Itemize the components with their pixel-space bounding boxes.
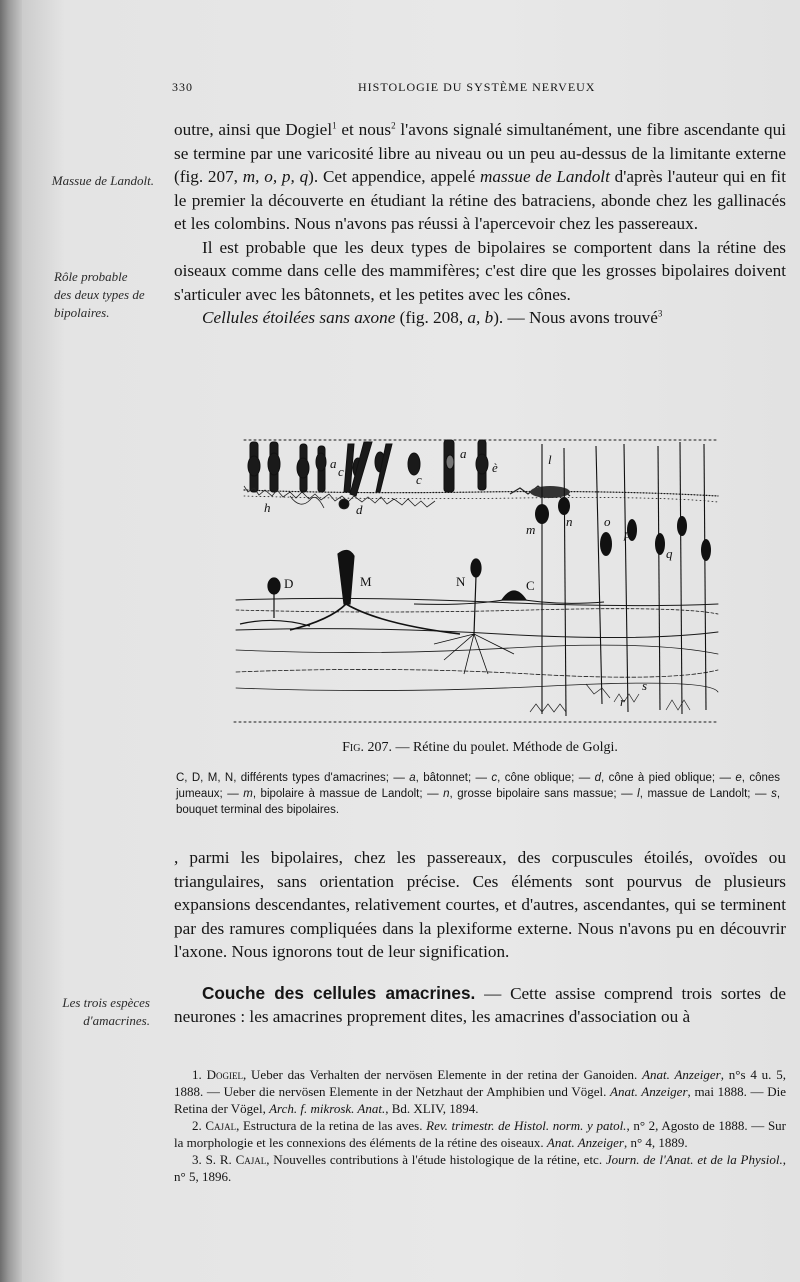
book-spine-shadow xyxy=(0,0,22,1282)
margin-note-amacrines: Les trois espèces d'amacrines. xyxy=(62,995,150,1028)
paragraph-cellules-etoilees-start: Cellules étoilées sans axone (fig. 208, a, b). — Nous avons trouvé$^3$ xyxy=(202,308,663,327)
paragraph-amacrines: Couche des cellules amacrines. — Cette assise comprend trois sortes de neurones : les amacrines proprement dites, les amacrines d'association ou à xyxy=(174,982,787,1026)
fig-label-p: p xyxy=(624,526,631,541)
fig-label-e: è xyxy=(492,460,498,475)
body-text-bottom xyxy=(174,846,786,1029)
paragraph-massue: outre, ainsi que Dogiel$^1$ et nous$^2$ l'avons signalé simultanément, une fibre ascendante qui se termine par une varicosité libre au niveau ou un peu au-dessus de la limitante externe (fig. 207, m, o, p, q). Cet appendice, appelé massue de Landolt d'après l'auteur qui en fit le premier la découverte en étudiant la rétine des batraciens, abonde chez les gallinacés et les colombins. Nous n'avons pas réussi à l'apercevoir chez les passereaux. xyxy=(174,120,787,233)
figure-caption: Fig. 207. — Rétine du poulet. Méthode de Golgi. xyxy=(342,740,618,755)
paragraph-role-bipolaires: Il est probable que les deux types de bipolaires se comportent dans la rétine des oiseaux comme dans celle des mammifères; c'est dire que les grosses bipolaires doivent s'articuler avec les bâtonnets, et les petites avec les cônes. xyxy=(174,237,786,304)
fig-label-r: r xyxy=(620,694,626,709)
page-header xyxy=(172,80,732,98)
fig-label-D: D xyxy=(284,576,294,591)
fig-label-m: m xyxy=(526,522,536,537)
fig-label-N: N xyxy=(456,574,466,589)
page-number: 330 xyxy=(172,80,193,94)
fig-label-a2: a xyxy=(460,446,467,461)
fig-label-d: d xyxy=(356,502,363,517)
retina-golgi-illustration xyxy=(230,434,722,730)
footnote-2: 2. Cajal, Estructura de la retina de las aves. Rev. trimestr. de Histol. norm. y patol., n° 2, Agosto de 1888. — Sur la morphologie et les connexions des éléments de la rétine des oiseaux. Anat. Anzeiger, n° 4, 1889. xyxy=(174,1118,787,1150)
footnotes xyxy=(174,1066,786,1185)
fig-label-o: o xyxy=(604,514,611,529)
fig-label-s: s xyxy=(642,678,648,693)
margin-note-massue: Massue de Landolt. xyxy=(51,173,154,188)
footnote-1: 1. Dogiel, Ueber das Verhalten der nervösen Elemente in der retina der Ganoiden. Anat. Anzeiger, n°s 4 u. 5, 1888. — Ueber die nervösen Elemente in der Netzhaut der Amphibien und Vögel. Anat. Anzeiger, mai 1888. — Die Retina der Vögel, Arch. f. mikrosk. Anat., Bd. XLIV, 1894. xyxy=(174,1067,787,1116)
figure-207 xyxy=(230,434,722,730)
fig-label-l: l xyxy=(548,452,552,467)
running-title: HISTOLOGIE DU SYSTÈME NERVEUX xyxy=(358,80,596,94)
fig-label-q: q xyxy=(666,546,673,561)
section-title-amacrines: Couche des cellules amacrines. xyxy=(202,982,476,1003)
fig-label-M: M xyxy=(360,574,372,589)
body-text-top xyxy=(174,118,786,330)
paragraph-cellules-etoilees-cont: , parmi les bipolaires, chez les passereaux, des corpuscules étoilés, ovoïdes ou triangulaires, sans orientation précise. Ces éléments sont pourvus de plusieurs expansions descendantes, relativement courtes, et d'autres, ascendantes, qui se terminent par des ramures compliquées dans la plexiforme externe. Nous n'avons pu en découvrir l'axone. Nous ignorons tout de leur signification. xyxy=(174,848,786,961)
fig-label-h: h xyxy=(264,500,271,515)
margin-note-role-bipolaires: Rôle probable des deux types de bipolaires. xyxy=(54,269,145,320)
fig-label-n: n xyxy=(566,514,573,529)
fig-label-c2: c xyxy=(416,472,422,487)
figure-legend: C, D, M, N, différents types d'amacrines; — a, bâtonnet; — c, cône oblique; — d, cône à pied oblique; — e, cônes jumeaux; — m, bipolaire à massue de Landolt; — n, grosse bipolaire sans massue; — l, massue de Landolt; — s, bouquet terminal des bipolaires. xyxy=(176,772,781,816)
fig-label-a1: a xyxy=(330,456,337,471)
footnote-3: 3. S. R. Cajal, Nouvelles contributions à l'étude histologique de la rétine, etc. Journ. de l'Anat. et de la Physiol., n° 5, 1896. xyxy=(174,1152,787,1184)
fig-label-C: C xyxy=(526,578,535,593)
fig-label-c1: c xyxy=(338,464,344,479)
